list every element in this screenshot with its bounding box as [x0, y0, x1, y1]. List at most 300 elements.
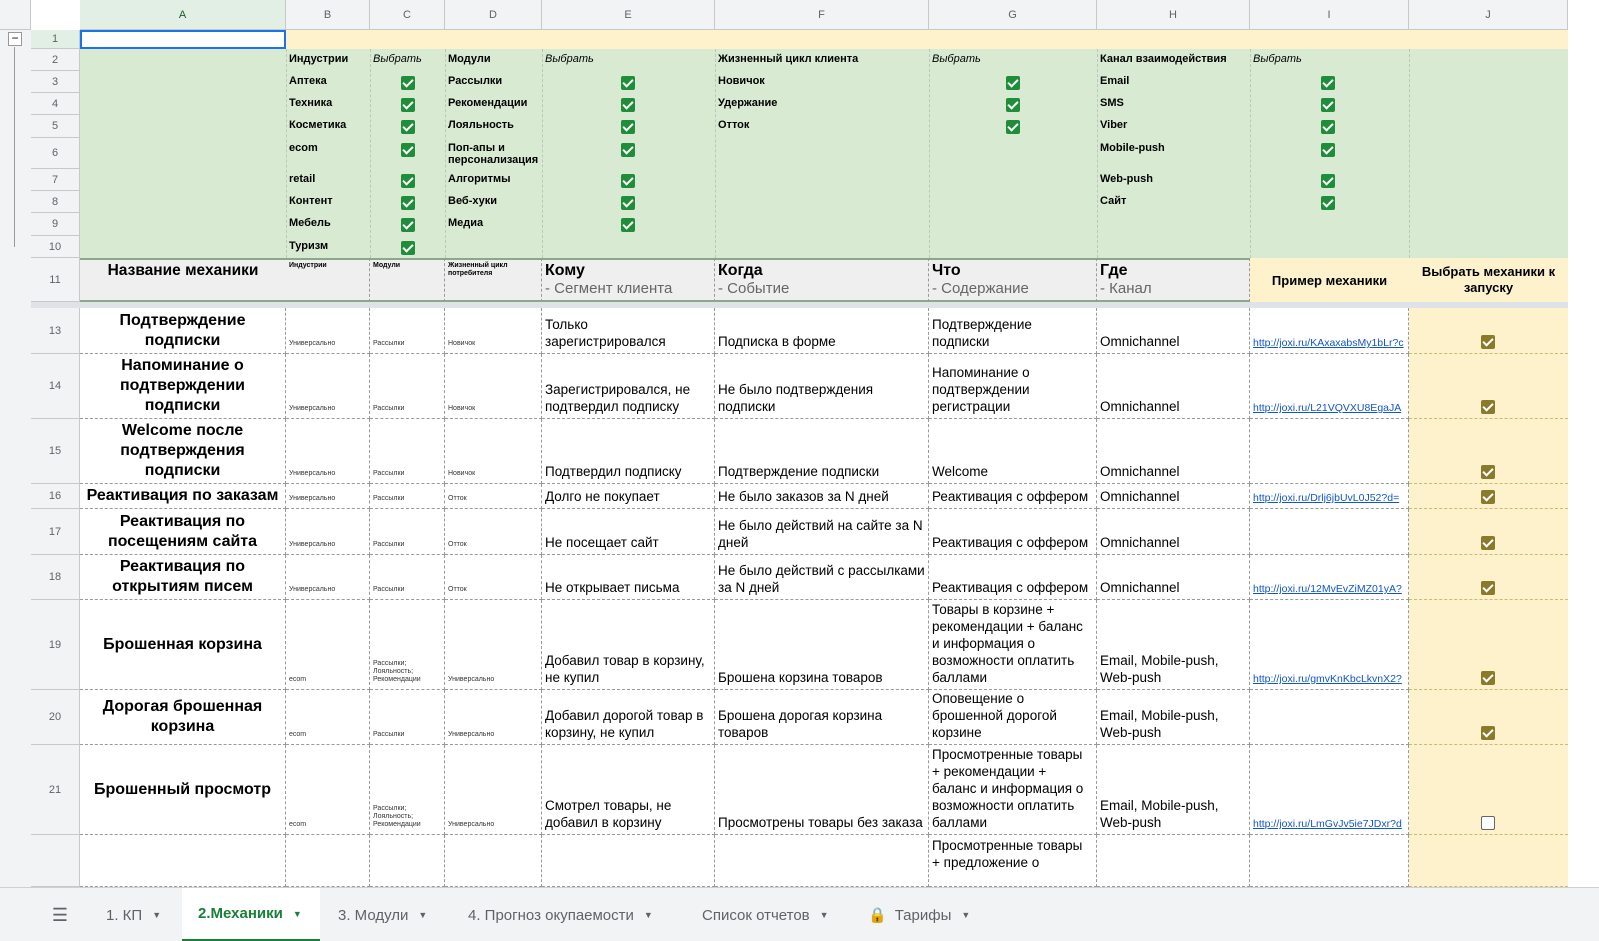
- mechanic-where-text: Omnichannel: [1100, 535, 1180, 550]
- header-who: [542, 258, 715, 302]
- mechanic-select-checkbox[interactable]: [1481, 671, 1495, 685]
- mechanic-who-text: Подтвердил подписку: [545, 464, 682, 479]
- mechanic-who[interactable]: [542, 835, 715, 887]
- mechanic-example-link[interactable]: http://joxi.ru/KAxaxabsMy1bLr?c: [1253, 337, 1404, 349]
- mechanic-ind-text: Универсально: [289, 340, 336, 347]
- mechanic-where[interactable]: [1097, 690, 1250, 745]
- header-life: Жизненный цикл потребителя: [445, 258, 542, 302]
- row-header-4[interactable]: 4: [31, 93, 80, 115]
- lifecycle-checkbox-cell[interactable]: [929, 115, 1097, 138]
- industry-checkbox-cell[interactable]: [370, 213, 445, 236]
- channel-checkbox[interactable]: [1321, 120, 1335, 134]
- column-header-a[interactable]: A: [80, 0, 286, 30]
- industry-checkbox-cell[interactable]: [370, 191, 445, 213]
- mechanic-life[interactable]: [445, 600, 542, 690]
- row-header-5[interactable]: 5: [31, 115, 80, 138]
- mechanic-ind[interactable]: [286, 509, 370, 555]
- mechanic-select-cell[interactable]: [1409, 354, 1568, 419]
- mechanic-who[interactable]: [542, 690, 715, 745]
- tab-dropdown-icon[interactable]: ▼: [152, 910, 162, 920]
- row-header-20[interactable]: 20: [31, 690, 80, 745]
- row-header-18[interactable]: 18: [31, 555, 80, 600]
- industry-checkbox[interactable]: [401, 76, 415, 90]
- mechanic-when[interactable]: [715, 509, 929, 555]
- header-example: Пример механики: [1250, 258, 1409, 302]
- lifecycle-checkbox-cell[interactable]: [929, 93, 1097, 115]
- mechanic-life[interactable]: [445, 555, 542, 600]
- mechanic-where[interactable]: [1097, 509, 1250, 555]
- row-header-14[interactable]: 14: [31, 354, 80, 419]
- module-checkbox[interactable]: [621, 174, 635, 188]
- channel-checkbox-cell[interactable]: [1250, 93, 1409, 115]
- mechanic-example-link[interactable]: http://joxi.ru/Drlj6jbUvL0J52?d=: [1253, 492, 1400, 504]
- mechanic-example-link-cell[interactable]: [1250, 354, 1409, 419]
- mechanic-what-text: Напоминание о подтверждении регистрации: [932, 365, 1030, 414]
- mechanic-when[interactable]: [715, 484, 929, 509]
- module-checkbox[interactable]: [621, 98, 635, 112]
- row-header-22[interactable]: [31, 835, 80, 887]
- module-checkbox-cell[interactable]: [542, 191, 715, 213]
- choose-label: Выбрать: [932, 53, 981, 65]
- row-header-17[interactable]: 17: [31, 509, 80, 555]
- mechanic-life[interactable]: [445, 509, 542, 555]
- column-header-b[interactable]: B: [286, 0, 370, 30]
- column-header-d[interactable]: D: [445, 0, 542, 30]
- mechanic-select-cell[interactable]: [1409, 600, 1568, 690]
- mechanic-when-text: Не было действий на сайте за N дней: [718, 518, 923, 550]
- mechanic-name[interactable]: Реактивация по открытиям писем: [80, 555, 286, 600]
- mechanic-what-text: Просмотренные товары + предложение о: [932, 838, 1083, 870]
- channel-label: Сайт: [1100, 195, 1127, 207]
- mechanic-select-cell[interactable]: [1409, 308, 1568, 354]
- row-header-8[interactable]: 8: [31, 191, 80, 213]
- industry-checkbox-cell[interactable]: [370, 71, 445, 93]
- mechanic-select-cell[interactable]: [1409, 745, 1568, 835]
- mechanic-mod[interactable]: [370, 745, 445, 835]
- mechanic-select-checkbox[interactable]: [1481, 465, 1495, 479]
- mechanic-what-text: Реактивация с оффером: [932, 580, 1089, 595]
- sheet-tab-label: Список отчетов: [702, 906, 810, 924]
- column-header-j[interactable]: J: [1409, 0, 1568, 30]
- mechanic-mod-text: Рассылки: [373, 731, 405, 738]
- mechanic-when-text: Подписка в форме: [718, 334, 836, 349]
- mechanic-ind[interactable]: [286, 745, 370, 835]
- mechanic-select-checkbox[interactable]: [1481, 335, 1495, 349]
- mechanic-what-text: Товары в корзине + рекомендации + баланс и информация о возможности оплатить баллами: [932, 602, 1083, 685]
- mechanic-where[interactable]: [1097, 555, 1250, 600]
- industry-checkbox[interactable]: [401, 196, 415, 210]
- mechanic-ind-text: ecom: [289, 821, 307, 828]
- industry-checkbox-cell[interactable]: [370, 115, 445, 138]
- mechanic-example-link-cell[interactable]: [1250, 690, 1409, 745]
- row-header-1[interactable]: 1: [31, 30, 80, 49]
- mechanic-where-text: Omnichannel: [1100, 464, 1180, 479]
- choose-label: Выбрать: [1253, 53, 1302, 65]
- mechanic-what[interactable]: [929, 835, 1097, 887]
- column-header-h[interactable]: H: [1097, 0, 1250, 30]
- mechanic-who[interactable]: [542, 484, 715, 509]
- mechanic-example-link[interactable]: http://joxi.ru/gmvKnKbcLkvnX2?: [1253, 673, 1402, 685]
- row-header-11[interactable]: 11: [31, 258, 80, 302]
- industry-checkbox[interactable]: [401, 174, 415, 188]
- mechanic-who[interactable]: [542, 600, 715, 690]
- mechanic-mod[interactable]: [370, 419, 445, 484]
- mechanic-mod[interactable]: [370, 555, 445, 600]
- mechanic-who-text: Зарегистрировался, не подтвердил подписку: [545, 382, 691, 414]
- channel-label: SMS: [1100, 97, 1124, 109]
- mechanic-example-link-cell[interactable]: [1250, 835, 1409, 887]
- mechanic-when-text: Подтверждение подписки: [718, 464, 880, 479]
- channel-checkbox[interactable]: [1321, 98, 1335, 112]
- mechanic-ind-text: Универсально: [289, 586, 336, 593]
- mechanic-select-cell[interactable]: [1409, 484, 1568, 509]
- industry-label: retail: [289, 173, 316, 185]
- module-checkbox-cell[interactable]: [542, 169, 715, 191]
- sheet-tab-label: 1. КП: [106, 906, 143, 924]
- mechanic-ind-text: ecom: [289, 676, 307, 683]
- collapse-group-icon[interactable]: −: [8, 32, 22, 46]
- choose-label: Выбрать: [545, 53, 594, 65]
- mechanic-ind[interactable]: [286, 835, 370, 887]
- mechanic-who-text: Долго не покупает: [545, 489, 660, 504]
- mechanic-select-checkbox[interactable]: [1481, 581, 1495, 595]
- column-header-c[interactable]: C: [370, 0, 445, 30]
- column-header-e[interactable]: E: [542, 0, 715, 30]
- module-checkbox[interactable]: [621, 120, 635, 134]
- channel-checkbox-cell[interactable]: [1250, 191, 1409, 213]
- mechanic-name[interactable]: Реактивация по посещениям сайта: [80, 509, 286, 555]
- mechanic-example-link[interactable]: http://joxi.ru/12MvEvZiMZ01yA?: [1253, 583, 1402, 595]
- mechanic-ind-text: Универсально: [289, 405, 336, 412]
- header-who-title: Кому: [545, 262, 585, 279]
- module-checkbox[interactable]: [621, 143, 635, 157]
- header-where-subtitle: - Канал: [1100, 280, 1152, 297]
- mechanic-example-link-cell[interactable]: [1250, 484, 1409, 509]
- mechanic-ind-text: Универсально: [289, 541, 336, 548]
- module-checkbox[interactable]: [621, 196, 635, 210]
- mechanic-what[interactable]: [929, 509, 1097, 555]
- mechanic-name[interactable]: Брошенный просмотр: [80, 745, 286, 835]
- row-header-6[interactable]: 6: [31, 138, 80, 169]
- mechanic-example-link-cell[interactable]: [1250, 419, 1409, 484]
- mechanic-mod[interactable]: [370, 354, 445, 419]
- sheet-tab-label: 2.Механики: [198, 905, 283, 922]
- mechanic-where[interactable]: [1097, 354, 1250, 419]
- mechanic-name[interactable]: Подтверждение подписки: [80, 308, 286, 354]
- mechanic-where[interactable]: [1097, 835, 1250, 887]
- mechanic-select-checkbox[interactable]: [1481, 490, 1495, 504]
- mechanic-when[interactable]: [715, 354, 929, 419]
- header-name: Название механики: [107, 262, 259, 279]
- mechanic-who[interactable]: [542, 745, 715, 835]
- mechanic-example-link-cell[interactable]: [1250, 308, 1409, 354]
- mechanic-life[interactable]: [445, 354, 542, 419]
- lifecycle-checkbox[interactable]: [1006, 76, 1020, 90]
- module-label: Веб-хуки: [448, 195, 498, 207]
- mechanic-when[interactable]: [715, 835, 929, 887]
- mechanic-ind[interactable]: [286, 484, 370, 509]
- channel-checkbox-cell[interactable]: [1250, 115, 1409, 138]
- mechanic-what-text: Реактивация с оффером: [932, 489, 1089, 504]
- row-header-10[interactable]: 10: [31, 236, 80, 258]
- mechanic-life[interactable]: [445, 835, 542, 887]
- module-checkbox-cell[interactable]: [542, 213, 715, 236]
- mechanic-example-link[interactable]: http://joxi.ru/L21VQVXU8EgaJA: [1253, 402, 1402, 414]
- mechanic-select-checkbox[interactable]: [1481, 400, 1495, 414]
- mechanic-example-link-cell[interactable]: [1250, 745, 1409, 835]
- sheet-tab[interactable]: [452, 888, 684, 941]
- mechanic-who-text: Смотрел товары, не добавил в корзину: [545, 798, 672, 830]
- channel-label: Viber: [1100, 119, 1128, 131]
- industry-checkbox-cell[interactable]: [370, 93, 445, 115]
- industry-checkbox-cell[interactable]: [370, 169, 445, 191]
- mechanic-what-text: Реактивация с оффером: [932, 535, 1089, 550]
- mechanic-select-cell[interactable]: [1409, 690, 1568, 745]
- mechanic-where[interactable]: [1097, 484, 1250, 509]
- mechanic-when-text: Брошена дорогая корзина товаров: [718, 708, 883, 740]
- mechanic-example-link[interactable]: http://joxi.ru/LmGvJv5ie7JDxr?d: [1253, 818, 1402, 830]
- channel-checkbox-cell[interactable]: [1250, 71, 1409, 93]
- column-header-f[interactable]: F: [715, 0, 929, 30]
- mechanic-select-cell[interactable]: [1409, 555, 1568, 600]
- selected-cell-a1[interactable]: [80, 30, 286, 49]
- mechanic-where[interactable]: [1097, 419, 1250, 484]
- row-group-gutter: [0, 30, 31, 887]
- row-header-7[interactable]: 7: [31, 169, 80, 191]
- mechanic-when[interactable]: [715, 308, 929, 354]
- mechanic-what[interactable]: [929, 690, 1097, 745]
- module-label: Поп-апы и персонализация: [448, 142, 539, 166]
- industry-checkbox[interactable]: [401, 218, 415, 232]
- industry-label: Туризм: [289, 240, 329, 252]
- mechanic-who-text: Добавил дорогой товар в корзину, не купил: [545, 708, 704, 740]
- mechanic-where-text: Omnichannel: [1100, 489, 1180, 504]
- industry-checkbox[interactable]: [401, 98, 415, 112]
- mechanic-who[interactable]: [542, 354, 715, 419]
- mechanic-where-text: Omnichannel: [1100, 580, 1180, 595]
- all-sheets-menu-icon[interactable]: ☰: [51, 904, 69, 925]
- module-checkbox-cell[interactable]: [542, 138, 715, 169]
- lifecycle-label: Отток: [718, 119, 750, 131]
- row-header-21[interactable]: 21: [31, 745, 80, 835]
- channel-checkbox[interactable]: [1321, 174, 1335, 188]
- mechanic-when[interactable]: [715, 419, 929, 484]
- mechanic-name[interactable]: Дорогая брошенная корзина: [80, 690, 286, 745]
- mechanic-where[interactable]: [1097, 600, 1250, 690]
- mechanic-ind[interactable]: [286, 690, 370, 745]
- channel-checkbox[interactable]: [1321, 143, 1335, 157]
- row-group-line: [14, 47, 15, 247]
- lifecycle-checkbox[interactable]: [1006, 120, 1020, 134]
- sheet-tab[interactable]: [686, 888, 850, 941]
- mechanic-what[interactable]: [929, 308, 1097, 354]
- mechanic-mod[interactable]: [370, 308, 445, 354]
- mechanic-life[interactable]: [445, 745, 542, 835]
- mechanic-example-link-cell[interactable]: [1250, 600, 1409, 690]
- lifecycle-checkbox-cell[interactable]: [929, 71, 1097, 93]
- mechanic-mod-text: Рассылки: [373, 495, 405, 502]
- mechanic-when[interactable]: [715, 745, 929, 835]
- mechanic-life-text: Новичок: [448, 405, 476, 412]
- header-who-subtitle: - Сегмент клиента: [545, 280, 673, 297]
- mechanic-ind[interactable]: [286, 419, 370, 484]
- mechanic-ind-text: Универсально: [289, 470, 336, 477]
- module-checkbox-cell[interactable]: [542, 115, 715, 138]
- sheet-tab[interactable]: [852, 888, 982, 941]
- header-select: Выбрать механики к запуску: [1409, 258, 1568, 302]
- row-header-2[interactable]: 2: [31, 49, 80, 71]
- mechanic-mod[interactable]: [370, 835, 445, 887]
- mechanic-mod-text: Рассылки; Лояльность; Рекомендации: [373, 660, 421, 683]
- mechanic-life-text: Универсально: [448, 731, 495, 738]
- tab-dropdown-icon[interactable]: ▼: [418, 910, 428, 920]
- mechanic-name[interactable]: Реактивация по заказам: [80, 484, 286, 509]
- mechanic-what-text: Просмотренные товары + рекомендации + баланс и информация о возможности оплатить баллами: [932, 747, 1084, 830]
- channel-checkbox-cell[interactable]: [1250, 169, 1409, 191]
- channel-checkbox-cell[interactable]: [1250, 138, 1409, 169]
- mechanic-select-checkbox[interactable]: [1481, 816, 1495, 830]
- mechanic-ind[interactable]: [286, 354, 370, 419]
- mechanic-name[interactable]: Напоминание о подтверждении подписки: [80, 354, 286, 419]
- row-header-3[interactable]: 3: [31, 71, 80, 93]
- mechanic-mod-text: Рассылки: [373, 340, 405, 347]
- lock-icon: 🔒: [868, 907, 887, 924]
- row-header-16[interactable]: 16: [31, 484, 80, 509]
- mechanic-mod-text: Рассылки: [373, 541, 405, 548]
- mechanic-life-text: Универсально: [448, 821, 495, 828]
- filter-header: Канал взаимодействия: [1100, 53, 1227, 65]
- industry-label: Аптека: [289, 75, 327, 87]
- mechanic-where-text: Omnichannel: [1100, 334, 1180, 349]
- sheet-tab[interactable]: [90, 888, 180, 941]
- channel-label: Email: [1100, 75, 1130, 87]
- mechanic-mod[interactable]: [370, 484, 445, 509]
- mechanic-ind[interactable]: [286, 308, 370, 354]
- module-label: Рекомендации: [448, 97, 528, 109]
- mechanic-name[interactable]: Welcome после подтверждения подписки: [80, 419, 286, 484]
- mechanic-life[interactable]: [445, 308, 542, 354]
- mechanic-what[interactable]: [929, 600, 1097, 690]
- mechanic-where[interactable]: [1097, 745, 1250, 835]
- industry-checkbox-cell[interactable]: [370, 236, 445, 258]
- mechanic-mod-text: Рассылки: [373, 405, 405, 412]
- mechanic-what[interactable]: [929, 745, 1097, 835]
- header-what: [929, 258, 1097, 302]
- module-checkbox-cell[interactable]: [542, 71, 715, 93]
- industry-checkbox-cell[interactable]: [370, 138, 445, 169]
- mechanic-when[interactable]: [715, 690, 929, 745]
- mechanic-ind-text: ecom: [289, 731, 307, 738]
- mechanic-who[interactable]: [542, 419, 715, 484]
- module-checkbox[interactable]: [621, 76, 635, 90]
- module-label: Рассылки: [448, 75, 503, 87]
- mechanic-select-checkbox[interactable]: [1481, 536, 1495, 550]
- mechanic-who[interactable]: [542, 509, 715, 555]
- column-header-i[interactable]: I: [1250, 0, 1409, 30]
- header-where: [1097, 258, 1250, 302]
- row-header-15[interactable]: 15: [31, 419, 80, 484]
- mechanic-what-text: Оповещение о брошенной дорогой корзине: [932, 691, 1057, 740]
- tab-dropdown-icon[interactable]: ▼: [819, 910, 829, 920]
- mechanic-when[interactable]: [715, 600, 929, 690]
- mechanic-when-text: Брошена корзина товаров: [718, 670, 883, 685]
- sheet-tab[interactable]: [182, 888, 320, 941]
- mechanic-who[interactable]: [542, 308, 715, 354]
- header-mod: Модули: [370, 258, 445, 302]
- mechanic-life[interactable]: [445, 419, 542, 484]
- mechanic-name[interactable]: Брошенная корзина: [80, 600, 286, 690]
- industry-checkbox[interactable]: [401, 120, 415, 134]
- lifecycle-checkbox[interactable]: [1006, 98, 1020, 112]
- tab-dropdown-icon[interactable]: ▼: [292, 908, 302, 919]
- channel-checkbox[interactable]: [1321, 196, 1335, 210]
- select-all-corner[interactable]: [0, 0, 31, 30]
- mechanic-what[interactable]: [929, 419, 1097, 484]
- mechanic-life[interactable]: [445, 690, 542, 745]
- mechanic-select-checkbox[interactable]: [1481, 726, 1495, 740]
- mechanic-what[interactable]: [929, 484, 1097, 509]
- industry-checkbox[interactable]: [401, 143, 415, 157]
- mechanic-where[interactable]: [1097, 308, 1250, 354]
- industry-checkbox[interactable]: [401, 241, 415, 255]
- sheet-tab[interactable]: [322, 888, 450, 941]
- row-header-9[interactable]: 9: [31, 213, 80, 236]
- mechanic-when-text: Не было заказов за N дней: [718, 489, 889, 504]
- mechanic-name[interactable]: [80, 835, 286, 887]
- module-label: Лояльность: [448, 119, 514, 131]
- mechanic-ind[interactable]: [286, 600, 370, 690]
- module-checkbox[interactable]: [621, 218, 635, 232]
- module-label: Алгоритмы: [448, 173, 511, 185]
- row-header-13[interactable]: 13: [31, 308, 80, 354]
- module-checkbox-cell[interactable]: [542, 93, 715, 115]
- industry-label: Контент: [289, 195, 333, 207]
- row-1-band: [80, 30, 1568, 49]
- mechanic-what[interactable]: [929, 354, 1097, 419]
- mechanic-select-cell[interactable]: [1409, 835, 1568, 887]
- industry-label: ecom: [289, 142, 318, 154]
- mechanic-mod[interactable]: [370, 600, 445, 690]
- mechanic-life[interactable]: [445, 484, 542, 509]
- mechanic-example-link-cell[interactable]: [1250, 509, 1409, 555]
- sheet-tabs-bar: [0, 887, 1599, 941]
- mechanic-mod[interactable]: [370, 690, 445, 745]
- industry-label: Косметика: [289, 119, 347, 131]
- channel-label: Mobile-push: [1100, 142, 1165, 154]
- mechanic-ind[interactable]: [286, 555, 370, 600]
- mechanic-select-cell[interactable]: [1409, 509, 1568, 555]
- mechanic-mod-text: Рассылки; Лояльность; Рекомендации: [373, 805, 421, 828]
- mechanic-example-link-cell[interactable]: [1250, 555, 1409, 600]
- lifecycle-label: Новичок: [718, 75, 765, 87]
- mechanic-where-text: Email, Mobile-push, Web-push: [1100, 653, 1219, 685]
- sheet-tab-label: 3. Модули: [338, 906, 409, 924]
- row-header-19[interactable]: 19: [31, 600, 80, 690]
- mechanic-when[interactable]: [715, 555, 929, 600]
- filter-header: Жизненный цикл клиента: [718, 53, 859, 65]
- mechanic-mod[interactable]: [370, 509, 445, 555]
- tab-dropdown-icon[interactable]: ▼: [961, 910, 971, 920]
- mechanic-select-cell[interactable]: [1409, 419, 1568, 484]
- tab-dropdown-icon[interactable]: ▼: [643, 910, 653, 920]
- column-header-g[interactable]: G: [929, 0, 1097, 30]
- module-label: Медиа: [448, 217, 484, 229]
- mechanic-what[interactable]: [929, 555, 1097, 600]
- filter-header: Индустрии: [289, 53, 349, 65]
- mechanic-who[interactable]: [542, 555, 715, 600]
- filter-col-divider: [1409, 49, 1410, 258]
- channel-checkbox[interactable]: [1321, 76, 1335, 90]
